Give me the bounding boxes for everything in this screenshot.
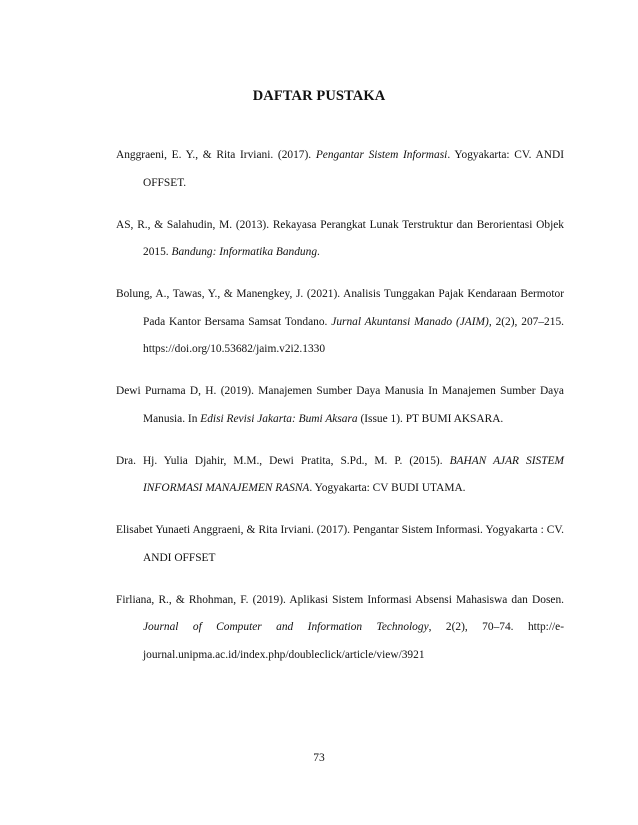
- page-title: DAFTAR PUSTAKA: [252, 88, 386, 104]
- reference-text: .: [317, 246, 320, 259]
- reference-text: Elisabet Yunaeti Anggraeni, & Rita Irviani. (2017). Pengantar Sistem Informasi. Yogyakarta : CV. ANDI OFFSET: [116, 524, 564, 564]
- reference-text: , 2(2), 207–215. https://doi.org/10.53682/jaim.v2i2.1330: [143, 315, 564, 356]
- reference-italic-title: Pengantar Sistem Informasi: [315, 149, 448, 162]
- reference-italic-title: Edisi Revisi Jakarta: Bumi Aksara: [200, 412, 358, 425]
- reference-text: . Yogyakarta: CV. ANDI OFFSET.: [143, 149, 564, 189]
- reference-entry: [116, 212, 564, 267]
- reference-text: Dra. Hj. Yulia Djahir, M.M., Dewi Pratita, S.Pd., M. P. (2015).: [116, 454, 450, 467]
- page-number: 73: [313, 752, 325, 764]
- reference-italic-title: Journal of Computer and Information Technology: [143, 621, 429, 634]
- reference-list: [116, 131, 564, 684]
- reference-italic-title: Jurnal Akuntansi Manado (JAIM): [331, 315, 489, 328]
- reference-text: Firliana, R., & Rhohman, F. (2019). Aplikasi Sistem Informasi Absensi Mahasiswa dan Dosen.: [116, 593, 564, 606]
- reference-text: Dewi Purnama D, H. (2019). Manajemen Sumber Daya Manusia In Manajemen Sumber Daya Manusia. In: [116, 385, 564, 425]
- reference-entry: [116, 517, 564, 572]
- reference-text: AS, R., & Salahudin, M. (2013). Rekayasa Perangkat Lunak Terstruktur dan Berorientasi Objek 2015.: [116, 218, 564, 259]
- reference-entry: [116, 448, 564, 503]
- reference-italic-title: Bandung: Informatika Bandung: [171, 246, 318, 259]
- reference-text: Bolung, A., Tawas, Y., & Manengkey, J. (2021). Analisis Tunggakan Pajak Kendaraan Bermotor Pada Kantor Bersama Samsat Tondano.: [116, 288, 564, 328]
- reference-text: Anggraeni, E. Y., & Rita Irviani. (2017).: [116, 149, 316, 162]
- reference-entry: [116, 142, 564, 197]
- reference-text: (Issue 1). PT BUMI AKSARA.: [357, 412, 504, 425]
- reference-text: , 2(2), 70–74. http://e-journal.unipma.ac.id/index.php/doubleclick/article/view/3921: [143, 621, 565, 661]
- reference-entry: [116, 587, 564, 670]
- reference-entry: [116, 281, 564, 364]
- reference-entry: [116, 378, 564, 433]
- reference-italic-title: BAHAN AJAR SISTEM INFORMASI MANAJEMEN RASNA: [143, 454, 564, 495]
- reference-text: . Yogyakarta: CV BUDI UTAMA.: [309, 482, 466, 495]
